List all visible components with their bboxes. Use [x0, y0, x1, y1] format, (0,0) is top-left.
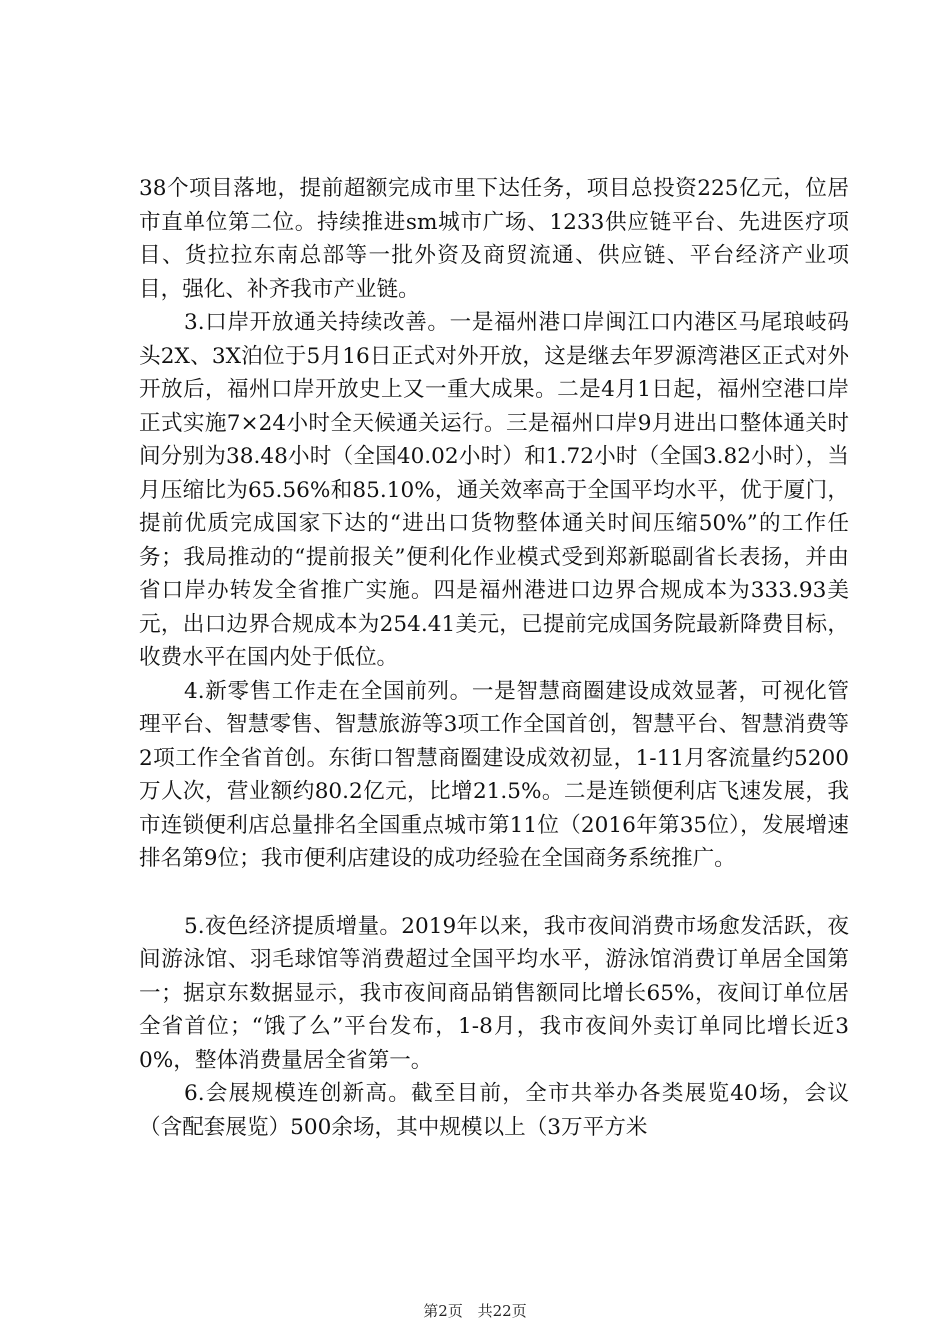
paragraph-new-retail: 4.新零售工作走在全国前列。一是智慧商圈建设成效显著，可视化管理平台、智慧零售、智慧旅游等3项工作全国首创，智慧平台、智慧消费等2项工作全省首创。东街口智慧商圈建设成效初显，1-11月客流量约5200万人次，营业额约80.2亿元，比增21.5%。二是连锁便利店飞速发展，我市连锁便利店总量排名全国重点城市第11位（2016年第35位），发展增速排名第9位；我市便利店建设的成功经验在全国商务系统推广。 — [139, 678, 849, 871]
paragraph-exhibition-scale: 6.会展规模连创新高。截至目前，全市共举办各类展览40场，会议（含配套展览）500余场，其中规模以上（3万平方米 — [139, 1081, 849, 1140]
page-total: 共22页 — [477, 1302, 527, 1320]
paragraph-port-clearance: 3.口岸开放通关持续改善。一是福州港口岸闽江口内港区马尾琅岐码头2X、3X泊位于5月16日正式对外开放，这是继去年罗源湾港区正式对外开放后，福州口岸开放史上又一重大成果。二是4月1日起，福州空港口岸正式实施7×24小时全天候通关运行。三是福州口岸9月进出口整体通关时间分别为38.48小时（全国40.02小时）和1.72小时（全国3.82小时），当月压缩比为65.56%和85.10%，通关效率高于全国平均水平，优于厦门，提前优质完成国家下达的“进出口货物整体通关时间压缩50%”的工作任务；我局推动的“提前报关”便利化作业模式受到郑新聪副省长表扬，并由省口岸办转发全省推广实施。四是福州港进口边界合规成本为333.93美元，出口边界合规成本为254.41美元，已提前完成国务院最新降费目标，收费水平在国内处于低位。 — [139, 310, 849, 670]
page-number: 第2页 — [423, 1302, 463, 1320]
paragraph-project-investment: 38个项目落地，提前超额完成市里下达任务，项目总投资225亿元，位居市直单位第二位。持续推进sm城市广场、1233供应链平台、先进医疗项目、货拉拉东南总部等一批外资及商贸流通、供应链、平台经济产业项目，强化、补齐我市产业链。 — [139, 176, 849, 302]
paragraph-night-economy: 5.夜色经济提质增量。2019年以来，我市夜间消费市场愈发活跃，夜间游泳馆、羽毛球馆等消费超过全国平均水平，游泳馆消费订单居全国第一；据京东数据显示，我市夜间商品销售额同比增长65%，夜间订单位居全省首位；“饿了么”平台发布，1-8月，我市夜间外卖订单同比增长近30%，整体消费量居全省第一。 — [139, 913, 849, 1073]
page-footer — [0, 1301, 950, 1321]
paragraph-spacer — [139, 876, 849, 910]
document-body — [139, 172, 849, 1144]
